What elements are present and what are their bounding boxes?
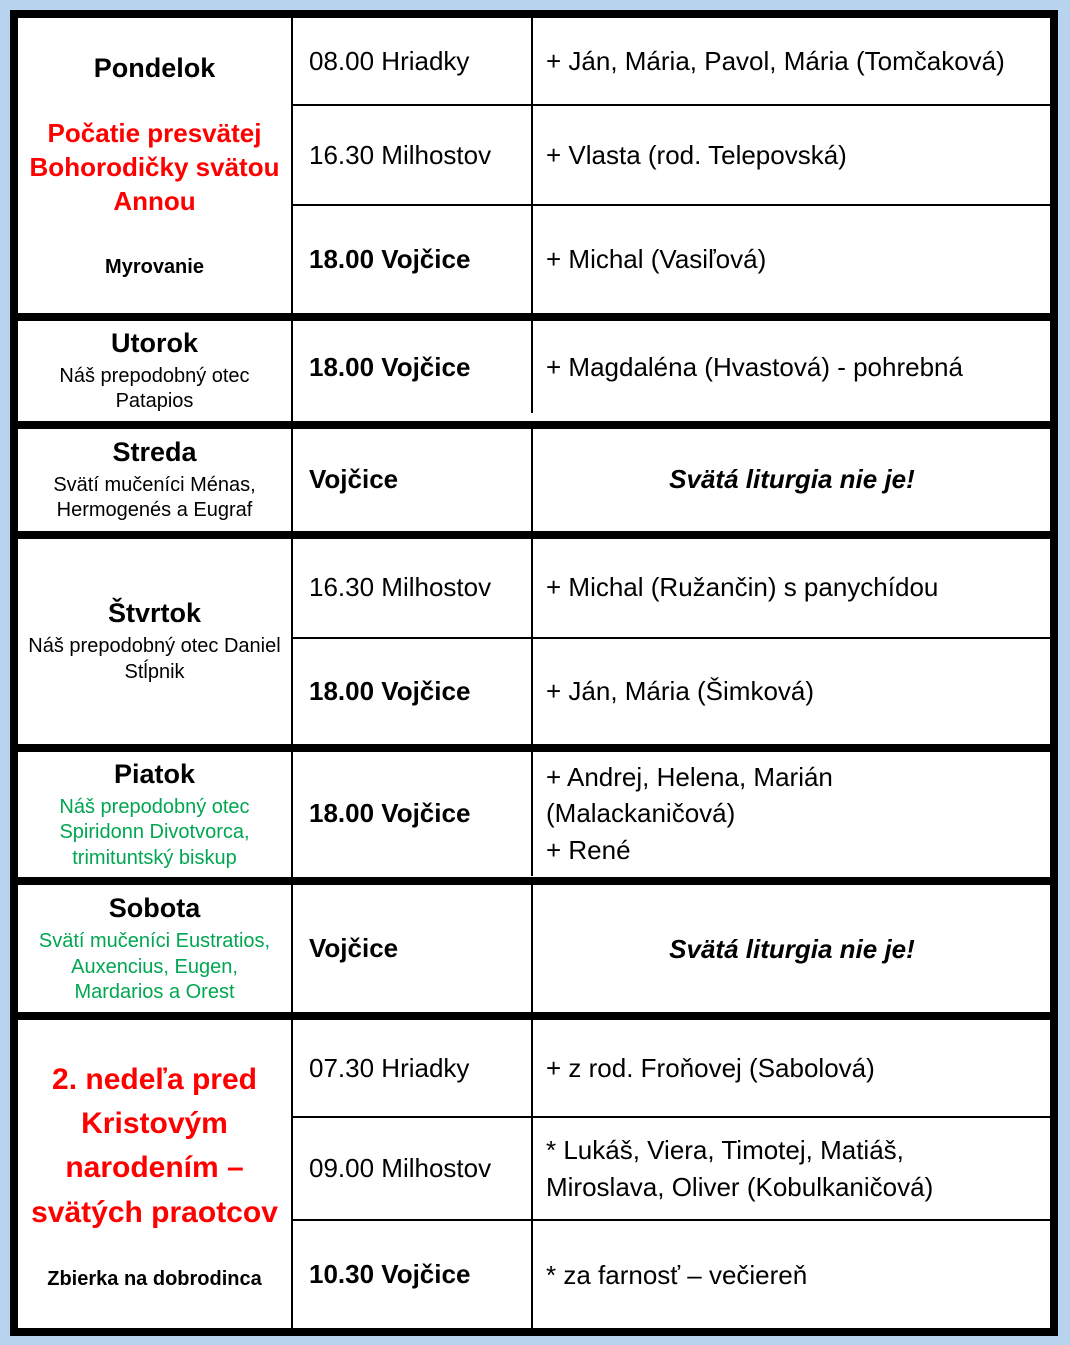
schedule-table xyxy=(10,10,1058,1336)
rows-container xyxy=(293,1020,1050,1328)
intention-line: Miroslava, Oliver (Kobulkaničová) xyxy=(546,1171,934,1202)
day-subtitle: Svätí mučeníci Ménas, Hermogenés a Eugraf xyxy=(53,473,256,522)
day-subtitle: Náš prepodobný otec Spiridonn Divotvorca, trimituntský biskup xyxy=(59,795,250,869)
intention-line: * Lukáš, Viera, Timotej, Matiáš, xyxy=(546,1135,904,1166)
schedule-row xyxy=(293,639,1050,744)
intention-cell xyxy=(533,539,1050,637)
time-place-cell: 10.30 Vojčice xyxy=(293,1221,533,1328)
day-group xyxy=(18,321,1050,429)
day-note: Myrovanie xyxy=(105,256,204,279)
day-title: Utorok xyxy=(111,328,198,358)
time-place-cell: 16.30 Milhostov xyxy=(293,539,533,637)
intention-line: + Michal (Vasiľová) xyxy=(546,244,767,275)
time-place-cell: 18.00 Vojčice xyxy=(293,321,533,413)
time-place-cell: Vojčice xyxy=(293,429,533,531)
day-group xyxy=(18,539,1050,752)
intention-cell xyxy=(533,1118,1050,1219)
day-title: Piatok xyxy=(113,758,196,789)
day-group xyxy=(18,752,1050,886)
day-subtitle: Svätí mučeníci Eustratios, Auxencius, Eugen, Mardarios a Orest xyxy=(38,929,271,1004)
rows-container xyxy=(293,885,1050,1012)
time-place-cell: 18.00 Vojčice xyxy=(293,752,533,876)
day-subtitle: Náš prepodobný otec Daniel Stĺpnik xyxy=(28,635,281,683)
intention-cell xyxy=(533,206,1050,313)
schedule-row xyxy=(293,206,1050,313)
day-subtitle: Počatie presvätej Bohorodičky svätou Annou xyxy=(29,118,280,216)
day-note: Zbierka na dobrodinca xyxy=(47,1268,262,1291)
intention-cell xyxy=(533,18,1050,104)
intention-cell xyxy=(533,1020,1050,1116)
schedule-row xyxy=(293,18,1050,106)
day-cell xyxy=(18,752,293,878)
day-cell xyxy=(18,1020,293,1328)
day-cell xyxy=(18,321,293,421)
intention-line: Svätá liturgia nie je! xyxy=(669,933,915,964)
time-place-cell: 08.00 Hriadky xyxy=(293,18,533,104)
time-place-cell: 18.00 Vojčice xyxy=(293,639,533,744)
intention-line: + Michal (Ružančin) s panychídou xyxy=(546,572,939,603)
day-cell xyxy=(18,18,293,313)
time-place-cell: 16.30 Milhostov xyxy=(293,106,533,204)
day-title: Sobota xyxy=(108,893,201,924)
day-title: Streda xyxy=(112,436,197,467)
day-cell xyxy=(18,539,293,744)
day-cell xyxy=(18,429,293,531)
time-place-cell: 09.00 Milhostov xyxy=(293,1118,533,1219)
day-group xyxy=(18,429,1050,539)
intention-cell xyxy=(533,639,1050,744)
day-group xyxy=(18,18,1050,321)
schedule-row xyxy=(293,1020,1050,1118)
rows-container xyxy=(293,429,1050,531)
schedule-row xyxy=(293,1221,1050,1328)
rows-container xyxy=(293,18,1050,313)
day-cell xyxy=(18,885,293,1012)
intention-line: Svätá liturgia nie je! xyxy=(669,464,915,495)
time-place-cell: 18.00 Vojčice xyxy=(293,206,533,313)
rows-container xyxy=(293,752,1050,878)
schedule-row xyxy=(293,752,1050,876)
schedule-row xyxy=(293,1118,1050,1221)
intention-line: + Andrej, Helena, Marián xyxy=(546,761,833,792)
intention-cell xyxy=(533,106,1050,204)
intention-line: + Vlasta (rod. Telepovská) xyxy=(546,139,847,170)
time-place-cell: Vojčice xyxy=(293,885,533,1012)
day-title: 2. nedeľa pred Kristovým narodením – svätých praotcov xyxy=(31,1062,278,1229)
intention-cell xyxy=(533,429,1050,531)
intention-line: + Ján, Mária (Šimková) xyxy=(546,675,815,706)
intention-cell xyxy=(533,1221,1050,1328)
day-title: Štvrtok xyxy=(107,598,202,629)
schedule-row xyxy=(293,429,1050,531)
intention-line: + Magdaléna (Hvastová) - pohrebná xyxy=(546,351,963,382)
day-group xyxy=(18,885,1050,1020)
schedule-row xyxy=(293,885,1050,1012)
intention-line: + z rod. Froňovej (Sabolová) xyxy=(546,1053,875,1084)
intention-line: + Ján, Mária, Pavol, Mária (Tomčaková) xyxy=(546,45,1005,76)
intention-line: + René xyxy=(546,835,631,866)
time-place-cell: 07.30 Hriadky xyxy=(293,1020,533,1116)
schedule-row xyxy=(293,106,1050,206)
day-subtitle: Náš prepodobný otec Patapios xyxy=(59,364,250,413)
rows-container xyxy=(293,539,1050,744)
rows-container xyxy=(293,321,1050,421)
intention-cell xyxy=(533,321,1050,413)
schedule-row xyxy=(293,539,1050,639)
schedule-row xyxy=(293,321,1050,413)
intention-cell xyxy=(533,885,1050,1012)
intention-line: * za farnosť – večiereň xyxy=(546,1259,808,1290)
intention-cell xyxy=(533,752,1050,876)
day-title: Pondelok xyxy=(93,52,216,83)
day-group xyxy=(18,1020,1050,1328)
intention-line: (Malackaničová) xyxy=(546,798,736,829)
